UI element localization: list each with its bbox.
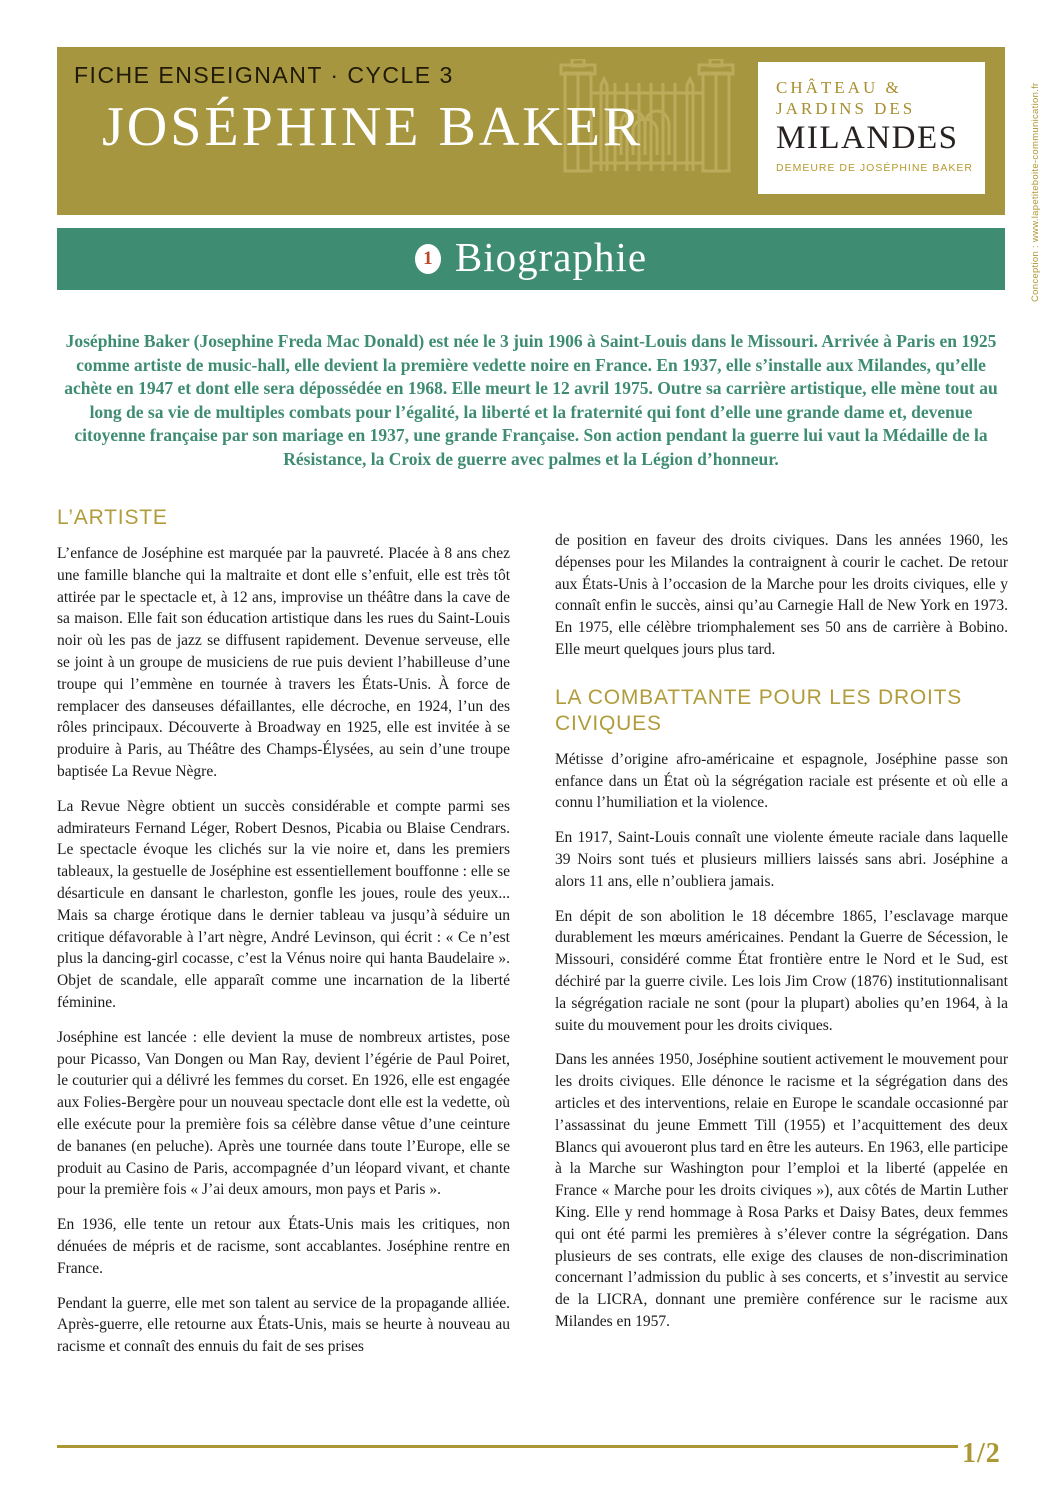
logo-baseline: DEMEURE DE JOSÉPHINE BAKER — [776, 162, 973, 174]
left-column — [57, 505, 510, 1371]
heading-combattante: LA COMBATTANTE POUR LES DROITS CIVIQUES — [555, 685, 963, 735]
right-column — [555, 530, 1008, 1346]
header-kicker: FICHE ENSEIGNANT · CYCLE 3 — [74, 62, 454, 88]
design-credit-vertical: Conception : www.lapetiteboite-communication.fr — [1030, 82, 1041, 302]
intro-paragraph: Joséphine Baker (Josephine Freda Mac Donald) est née le 3 juin 1906 à Saint-Louis dans le Missouri. Arrivée à Paris en 1925 comme artiste de music-hall, elle devient la première vedette noire en France. En 1937, elle s’installe aux Milandes, qu’elle achète en 1947 et dont elle sera dépossédée en 1968. Elle meurt le 12 avril 1975. Outre sa carrière artistique, elle mène tout au long de sa vie de multiples combats pour l’égalité, la liberté et la fraternité qui font d’elle une grande dame et, devenue citoyenne française par son mariage en 1937, une grande Française. Son action pendant la guerre lui vaut la Médaille de la Résistance, la Croix de guerre avec palmes et la Légion d’honneur. — [64, 331, 998, 469]
logo-chateau-line: CHÂTEAU & — [776, 78, 902, 97]
paragraph: En dépit de son abolition le 18 décembre 1865, l’esclavage marque durablement les mœurs américaines. Pendant la Guerre de Sécession, le Missouri, considéré comme État frontière entre le Nord et le Sud, est déchiré par la guerre civile. Les lois Jim Crow (1876) institutionnalisant la ségrégation raciale ne sont (pour la plupart) abolies qu’en 1964, à la suite du mouvement pour les droits civiques. — [555, 907, 1008, 1034]
heading-artiste: L’ARTISTE — [57, 506, 168, 529]
section-title: Biographie — [454, 234, 648, 280]
section-banner — [57, 228, 1005, 290]
page-number: 1/2 — [962, 1438, 1001, 1469]
logo-jardins-line: JARDINS DES — [776, 99, 916, 118]
paragraph: Métisse d’origine afro-américaine et espagnole, Joséphine passe son enfance dans un État où la ségrégation raciale est présente et où elle a connu l’humiliation et la violence. — [555, 750, 1008, 812]
footer-rule — [57, 1445, 958, 1448]
section-number-badge: 1 — [415, 244, 441, 274]
paragraph: L’enfance de Joséphine est marquée par la pauvreté. Placée à 8 ans chez une famille blanche qui la maltraite et dont elle s’enfuit, elle est très tôt attirée par le spectacle et, à 12 ans, improvise un théâtre dans la cave de sa maison. Elle fait son éducation artistique dans les rues du Saint-Louis noir où les pas de jazz se diffusent rapidement. Devenue serveuse, elle se joint à un groupe de musiciens de rue puis devient l’habilleuse d’une troupe qui l’emmène en tournée à travers les États-Unis. À force de remplacer des danseuses défaillantes, elle décroche, en 1924, l’un des rôles principaux. Découverte à Broadway en 1925, elle est invitée à se produire à Paris, au Théâtre des Champs-Élysées, au sein d’une troupe baptisée La Revue Nègre. — [57, 545, 510, 780]
logo-milandes-wordmark: MILANDES — [776, 120, 959, 156]
paragraph: La Revue Nègre obtient un succès considérable et compte parmi ses admirateurs Fernand Léger, Robert Desnos, Picabia ou Blaise Cendrars. Le spectacle évoque les clichés sur la vie noire et, dans les premiers tableaux, la gestuelle de Joséphine est essentiellement bouffonne : elle se désarticule en dansant le charleston, gonfle les joues, roule des yeux... Mais sa charge érotique dans le dernier tableau va jusqu’à séduire un critique défavorable à l’art nègre, André Levinson, qui écrit : « Ce n’est plus la dancing-girl cocasse, c’est la Vénus noire qui hanta Baudelaire ». Objet de scandale, elle apparaît comme une incarnation de la liberté féminine. — [57, 797, 510, 1011]
milandes-logo — [758, 62, 985, 194]
paragraph: En 1917, Saint-Louis connaît une violente émeute raciale dans laquelle 39 Noirs sont tués et plusieurs milliers laissés sans abri. Joséphine a alors 11 ans, elle n’oubliera jamais. — [555, 829, 1008, 890]
page-title: JOSÉPHINE BAKER — [102, 96, 644, 158]
paragraph: Joséphine est lancée : elle devient la muse de nombreux artistes, pose pour Picasso, Van Dongen ou Man Ray, devient l’égérie de Paul Poiret, le couturier qui a délivré les femmes du corset. En 1926, elle est engagée aux Folies-Bergère pour un nouveau spectacle dont elle est la vedette, où elle exécute pour la première fois sa célèbre danse vêtue d’une ceinture de bananes (en peluche). Après une tournée dans toute l’Europe, elle se produit au Casino de Paris, accompagnée d’un léopard vivant, et chante pour la première fois « J’ai deux amours, mon pays et Paris ». — [57, 1028, 510, 1199]
paragraph: de position en faveur des droits civiques. Dans les années 1960, les dépenses pour les Milandes la contraignent à courir le cachet. De retour aux États-Unis à l’occasion de la Marche pour les droits civiques, elle y connaît enfin le succès, ainsi qu’au Carnegie Hall de New York en 1973. En 1975, elle célèbre triomphalement ses 50 ans de carrière à Bobino. Elle meurt quelques jours plus tard. — [555, 532, 1008, 658]
paragraph: En 1936, elle tente un retour aux États-Unis mais les critiques, non dénuées de mépris et de racisme, sont accablantes. Joséphine rentre en France. — [57, 1216, 510, 1277]
paragraph: Dans les années 1950, Joséphine soutient activement le mouvement pour les droits civiques. Elle dénonce le racisme et la ségrégation dans des articles et des interventions, relaie en Europe le scandale occasionné par l’assassinat du jeune Emmett Till (1955) et l’acquittement des deux Blancs qui avoueront plus tard en être les auteurs. En 1963, elle participe à la Marche sur Washington pour l’emploi et la liberté (appelée en France « Marche pour les droits civiques »), aux côtés de Martin Luther King. Elle y rend hommage à Rosa Parks et Daisy Bates, deux femmes qui ont été parmi les premières à s’élever contre la ségrégation. Dans plusieurs de ses contrats, elle exige des clauses de non-discrimination concernant l’admission du public à ses concerts, et s’investit au service de la LICRA, donnant une première conférence sur le racisme aux Milandes en 1957. — [555, 1051, 1008, 1330]
paragraph: Pendant la guerre, elle met son talent au service de la propagande alliée. Après-guerre, elle retourne aux États-Unis, mais se heurte à nouveau au racisme et connaît des ennuis du fait de ses prises — [57, 1294, 510, 1356]
